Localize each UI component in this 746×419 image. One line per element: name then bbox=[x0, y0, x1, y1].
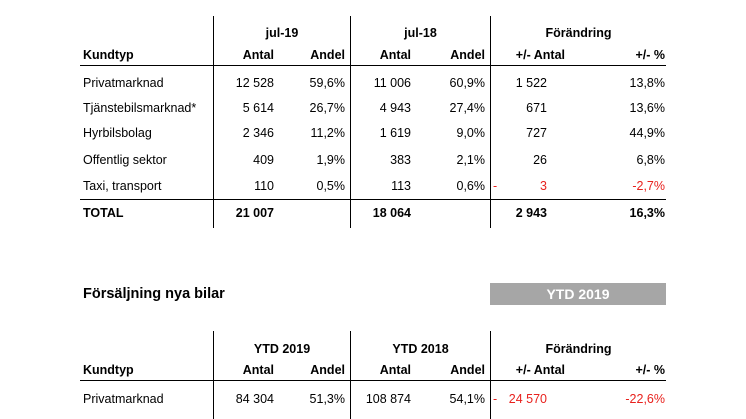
kundtyp-cell: Hyrbilsbolag bbox=[83, 126, 152, 140]
antal-cell: 108 874 bbox=[365, 392, 411, 406]
diff-pct-cell: 13,8% bbox=[629, 76, 665, 90]
antal-cell: 383 bbox=[390, 153, 411, 167]
andel-cell: 0,5% bbox=[316, 179, 345, 193]
andel-cell: 2,1% bbox=[456, 153, 485, 167]
antal-cell: 4 943 bbox=[379, 101, 411, 115]
antal-cell: 5 614 bbox=[242, 101, 274, 115]
change-header: Förändring bbox=[545, 26, 612, 40]
andel-cell: 59,6% bbox=[309, 76, 345, 90]
antal-cell: 12 528 bbox=[235, 76, 274, 90]
antal-cell: 110 bbox=[254, 179, 274, 193]
andel-cell: 11,2% bbox=[310, 126, 345, 140]
antal-cell: 409 bbox=[253, 153, 274, 167]
diff-antal-header: +/- Antal bbox=[515, 48, 565, 62]
andel-cell: 1,9% bbox=[316, 153, 345, 167]
andel-cell: 9,0% bbox=[456, 126, 485, 140]
total-rule bbox=[80, 199, 666, 200]
kundtyp-cell: Offentlig sektor bbox=[83, 153, 167, 167]
total-diff-antal: 2 943 bbox=[515, 206, 547, 220]
andel-header: Andel bbox=[310, 48, 345, 62]
antal-header: Antal bbox=[242, 48, 274, 62]
period-a-header: YTD 2019 bbox=[253, 342, 311, 356]
diff-pct-cell: 44,9% bbox=[629, 126, 665, 140]
andel-cell: 0,6% bbox=[456, 179, 485, 193]
andel-cell: 60,9% bbox=[449, 76, 485, 90]
andel-cell: 26,7% bbox=[309, 101, 345, 115]
period-b-header: jul-18 bbox=[404, 26, 437, 40]
kundtyp-cell: Tjänstebilsmarknad* bbox=[83, 101, 197, 115]
header-rule bbox=[80, 65, 666, 66]
diff-antal-header: +/- Antal bbox=[515, 363, 565, 377]
andel-header: Andel bbox=[450, 363, 485, 377]
kundtyp-header: Kundtyp bbox=[83, 363, 134, 377]
ytd-banner: YTD 2019 bbox=[490, 283, 666, 305]
negative-sign: - bbox=[493, 392, 498, 406]
header-rule bbox=[80, 380, 666, 381]
period-b-header: YTD 2018 bbox=[392, 342, 449, 356]
section-title: Försäljning nya bilar bbox=[83, 286, 225, 302]
total-diff-pct: 16,3% bbox=[629, 206, 665, 220]
diff-pct-cell: -22,6% bbox=[625, 392, 665, 406]
antal-header: Antal bbox=[242, 363, 274, 377]
andel-header: Andel bbox=[450, 48, 485, 62]
andel-header: Andel bbox=[310, 363, 345, 377]
diff-pct-cell: 13,6% bbox=[629, 101, 665, 115]
total-antal: 21 007 bbox=[235, 206, 274, 220]
diff-antal-cell: 727 bbox=[526, 126, 547, 140]
kundtyp-cell: Privatmarknad bbox=[83, 392, 164, 406]
kundtyp-cell: Taxi, transport bbox=[83, 179, 162, 193]
antal-cell: 84 304 bbox=[235, 392, 274, 406]
diff-antal-cell: 1 522 bbox=[515, 76, 547, 90]
antal-cell: 2 346 bbox=[242, 126, 274, 140]
negative-sign: - bbox=[493, 179, 498, 193]
andel-cell: 51,3% bbox=[309, 392, 345, 406]
antal-header: Antal bbox=[379, 363, 411, 377]
diff-pct-header: +/- % bbox=[635, 363, 665, 377]
diff-antal-cell: 3 bbox=[540, 179, 547, 193]
andel-cell: 27,4% bbox=[449, 101, 485, 115]
total-label: TOTAL bbox=[83, 206, 124, 220]
antal-header: Antal bbox=[379, 48, 411, 62]
diff-pct-header: +/- % bbox=[635, 48, 665, 62]
total-antal: 18 064 bbox=[372, 206, 411, 220]
period-a-header: jul-19 bbox=[265, 26, 299, 40]
diff-antal-cell: 671 bbox=[526, 101, 547, 115]
diff-pct-cell: 6,8% bbox=[636, 153, 665, 167]
antal-cell: 1 619 bbox=[379, 126, 411, 140]
diff-antal-cell: 24 570 bbox=[508, 392, 547, 406]
antal-cell: 11 006 bbox=[373, 76, 411, 90]
kundtyp-cell: Privatmarknad bbox=[83, 76, 164, 90]
antal-cell: 113 bbox=[391, 179, 411, 193]
change-header: Förändring bbox=[545, 342, 612, 356]
kundtyp-header: Kundtyp bbox=[83, 48, 134, 62]
andel-cell: 54,1% bbox=[449, 392, 485, 406]
diff-antal-cell: 26 bbox=[533, 153, 547, 167]
diff-pct-cell: -2,7% bbox=[632, 179, 665, 193]
